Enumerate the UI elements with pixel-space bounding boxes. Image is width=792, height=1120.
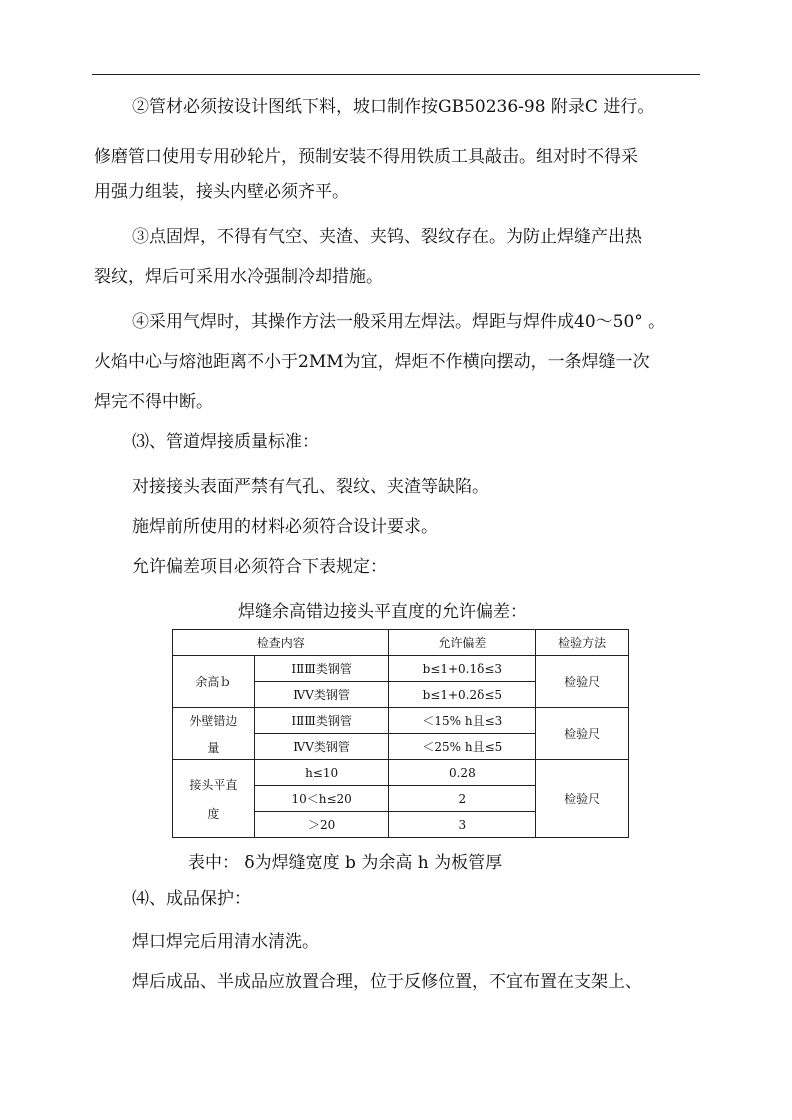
paragraph-line: 焊完不得中断。 (94, 392, 213, 412)
header-item: 检查内容 (173, 630, 389, 656)
group-name: 余高ｂ (173, 656, 255, 708)
group-method: 检验尺 (536, 708, 629, 760)
row-value: 3 (389, 812, 536, 838)
paragraph-line: 允许偏差项目必须符合下表规定： (132, 557, 387, 577)
section-heading: ⑶、管道焊接质量标准： (132, 432, 319, 452)
group-name (173, 708, 255, 760)
table-note: 表中： δ为焊缝宽度 b 为余高 h 为板管厚 (188, 853, 503, 873)
row-value: 2 (389, 786, 536, 812)
table-row (173, 760, 629, 786)
row-sub: ＞20 (254, 812, 389, 838)
row-sub: 10＜h≤20 (254, 786, 389, 812)
table-header-row (173, 630, 629, 656)
paragraph-line: 施焊前所使用的材料必须符合设计要求。 (132, 517, 438, 537)
group-name-line: 度 (207, 806, 220, 821)
paragraph-line: 裂纹，焊后可采用水冷强制冷却措施。 (94, 267, 383, 287)
group-method: 检验尺 (536, 656, 629, 708)
row-value: 0.28 (389, 760, 536, 786)
row-sub: ⅣⅤ类钢管 (254, 682, 389, 708)
header-rule (92, 74, 700, 75)
group-method: 检验尺 (536, 760, 629, 838)
row-sub: ⅣⅤ类钢管 (254, 734, 389, 760)
paragraph-line: 对接接头表面严禁有气孔、裂纹、夹渣等缺陷。 (132, 477, 489, 497)
group-name-line: 接头平直 (189, 777, 238, 792)
paragraph-line: 火焰中心与熔池距离不小于2MM为宜，焊炬不作横向摆动，一条焊缝一次 (94, 352, 650, 372)
table-row (173, 708, 629, 734)
paragraph-line: 焊口焊完后用清水清洗。 (132, 932, 319, 952)
paragraph-line: 修磨管口使用专用砂轮片，预制安装不得用铁质工具敲击。组对时不得采 (94, 147, 638, 167)
paragraph-line: 用强力组装，接头内壁必须齐平。 (94, 182, 349, 202)
group-name (173, 760, 255, 838)
row-value: ＜25% h且≤5 (389, 734, 536, 760)
row-sub: ⅠⅡⅢ类钢管 (254, 656, 389, 682)
section-heading: ⑷、成品保护： (132, 889, 251, 909)
table-row (173, 656, 629, 682)
header-tolerance: 允许偏差 (389, 630, 536, 656)
paragraph-line: ③点固焊，不得有气空、夹渣、夹钨、裂纹存在。为防止焊缝产出热 (132, 227, 642, 247)
paragraph-line: 焊后成品、半成品应放置合理，位于反修位置，不宜布置在支架上、 (132, 972, 642, 992)
group-name-line: 量 (207, 740, 220, 755)
table-caption: 焊缝余高错边接头平直度的允许偏差： (238, 602, 527, 622)
row-value: ＜15% h且≤3 (389, 708, 536, 734)
header-method: 检验方法 (536, 630, 629, 656)
group-name-line: 外壁错边 (189, 713, 238, 728)
row-sub: h≤10 (254, 760, 389, 786)
paragraph-line: ②管材必须按设计图纸下料，坡口制作按GB50236-98 附录C 进行。 (132, 97, 655, 117)
tolerance-table (172, 629, 629, 838)
row-sub: ⅠⅡⅢ类钢管 (254, 708, 389, 734)
paragraph-line: ④采用气焊时，其操作方法一般采用左焊法。焊距与焊件成40～50° 。 (132, 312, 666, 332)
row-value: b≤1+0.2δ≤5 (389, 682, 536, 708)
row-value: b≤1+0.1δ≤3 (389, 656, 536, 682)
